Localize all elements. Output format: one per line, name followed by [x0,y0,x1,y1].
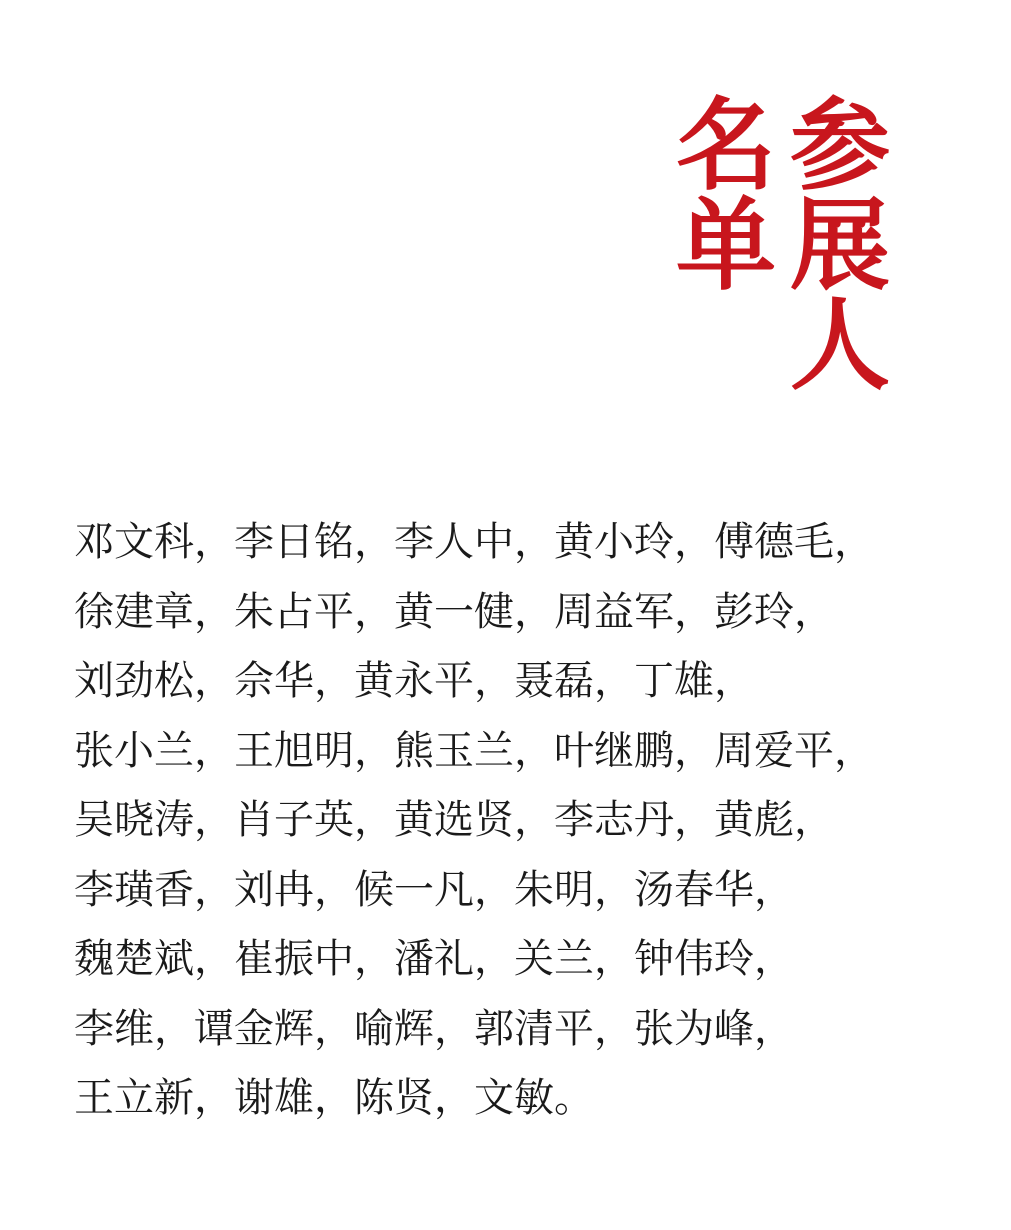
name-line: 邓文科，李日铭，李人中，黄小玲，傅德毛， [74,519,874,565]
exhibitor-name-list [74,508,974,1134]
name-line: 李璜香，刘冉，候一凡，朱明，汤春华， [74,866,794,913]
page-title [676,86,906,405]
title-char: 参 [790,86,890,204]
name-line: 徐建章，朱占平，黄一健，周益军，彭玲， [74,588,834,635]
name-line: 吴晓涛，肖子英，黄选贤，李志丹，黄彪， [74,797,834,843]
name-line: 魏楚斌，崔振中，潘礼，关兰，钟伟玲， [74,936,794,982]
name-line: 李维，谭金辉，喻辉，郭清平，张为峰， [74,1005,794,1052]
title-char: 展 [790,186,890,304]
title-char: 单 [676,186,776,304]
title-column-left [676,86,776,304]
name-line: 王立新，谢雄，陈贤，文敏。 [74,1075,594,1121]
title-column-right [790,86,890,404]
name-line: 张小兰，王旭明，熊玉兰，叶继鹏，周爱平， [74,727,874,774]
name-line: 刘劲松，佘华，黄永平，聂磊，丁雄， [74,658,754,704]
title-char: 名 [676,86,776,204]
title-char: 人 [790,286,890,404]
